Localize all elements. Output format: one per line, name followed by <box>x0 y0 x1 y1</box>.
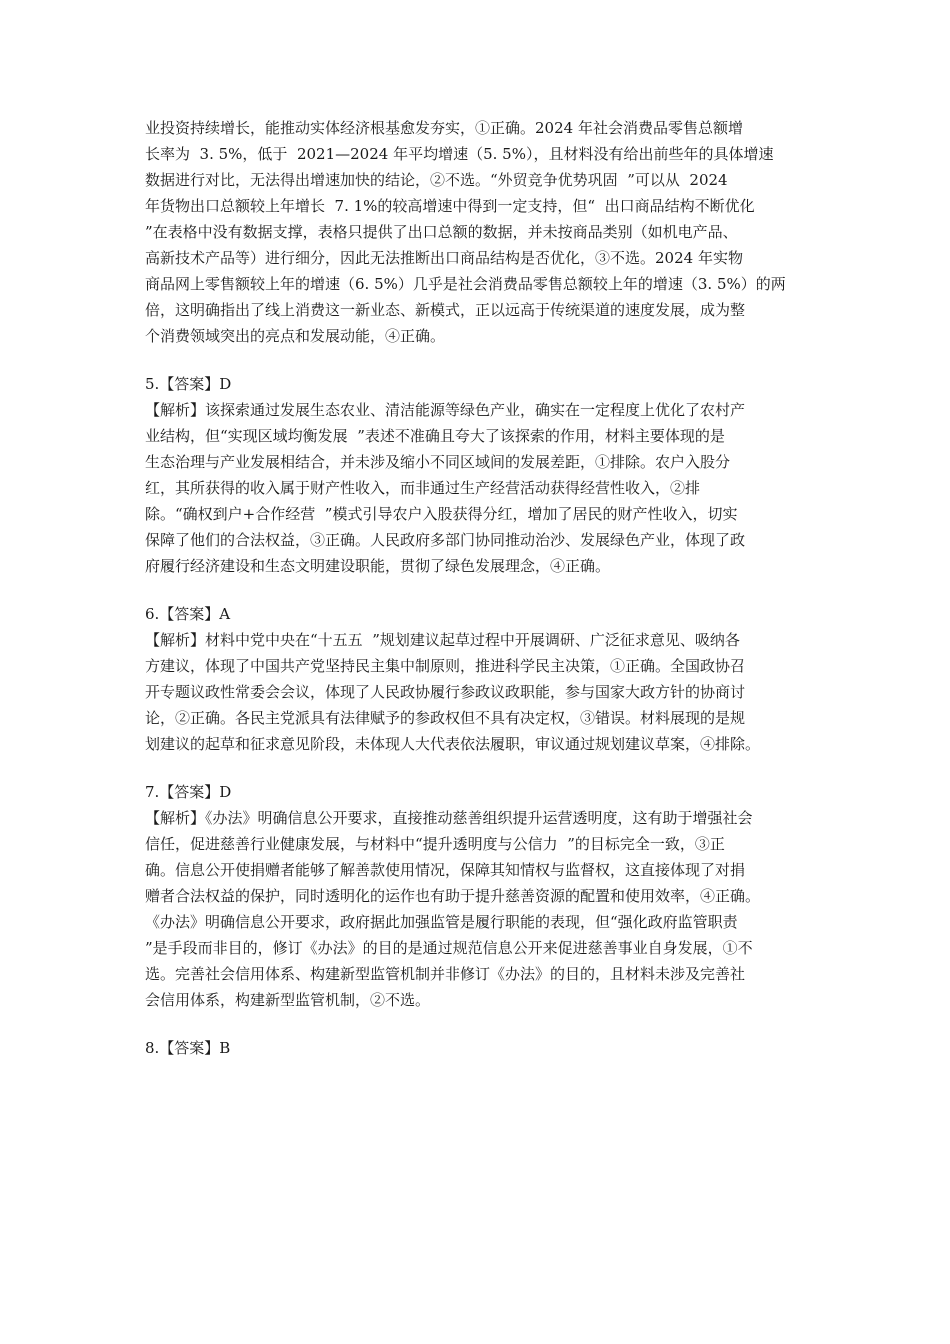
text-line: 生态治理与产业发展相结合，并未涉及缩小不同区域间的发展差距，①排除。农户入股分 <box>145 453 731 471</box>
text-line: 方建议，体现了中国共产党坚持民主集中制原则，推进科学民主决策，①正确。全国政协召 <box>145 657 746 675</box>
text-line: 开专题议政性常委会会议，体现了人民政协履行参政议政职能，参与国家大政方针的协商讨 <box>145 683 746 701</box>
text-line: 个消费领域突出的亮点和发展动能，④正确。 <box>145 327 446 345</box>
text-line: 数据进行对比，无法得出增速加快的结论，②不选。“外贸竞争优势巩固 ”可以从 2024 <box>145 171 728 189</box>
text-line: 除。“确权到户+合作经营 ”模式引导农户入股获得分红，增加了居民的财产性收入，切实 <box>145 505 738 523</box>
text-line: 《办法》明确信息公开要求，政府据此加强监管是履行职能的表现，但“强化政府监管职责 <box>145 913 738 931</box>
text-line: 划建议的起草和征求意见阶段，未体现人大代表依法履职，审议通过规划建议草案，④排除。 <box>145 735 761 753</box>
text-line: ”是手段而非目的，修订《办法》的目的是通过规范信息公开来促进慈善事业自身发展，①不 <box>145 939 753 957</box>
text-line: 【解析】材料中党中央在“十五五 ”规划建议起草过程中开展调研、广泛征求意见、吸纳各 <box>145 631 740 649</box>
text-line: 红，其所获得的收入属于财产性收入，而非通过生产经营活动获得经营性收入，②排 <box>145 479 701 497</box>
text-line: 高新技术产品等）进行细分，因此无法推断出口商品结构是否优化，③不选。2024 年实物 <box>145 249 743 267</box>
answer-heading: 6.【答案】A <box>145 605 231 623</box>
answer-heading: 5.【答案】D <box>145 375 232 393</box>
text-line: 倍，这明确指出了线上消费这一新业态、新模式，正以远高于传统渠道的速度发展，成为整 <box>145 301 746 319</box>
text-line: 保障了他们的合法权益，③正确。人民政府多部门协同推动治沙、发展绿色产业，体现了政 <box>145 531 746 549</box>
question-6 <box>145 601 835 757</box>
text-line: 会信用体系，构建新型监管机制，②不选。 <box>145 991 431 1009</box>
question-5 <box>145 371 835 579</box>
text-line: 选。完善社会信用体系、构建新型监管机制并非修订《办法》的目的，且材料未涉及完善社 <box>145 965 746 983</box>
text-line: 业结构，但“实现区域均衡发展 ”表述不准确且夸大了该探索的作用，材料主要体现的是 <box>145 427 725 445</box>
document-page <box>145 115 835 1061</box>
text-line: 赠者合法权益的保护，同时透明化的运作也有助于提升慈善资源的配置和使用效率，④正确。 <box>145 887 761 905</box>
answer-heading: 8.【答案】B <box>145 1039 231 1057</box>
question-8 <box>145 1035 835 1061</box>
text-line: ”在表格中没有数据支撑，表格只提供了出口总额的数据，并未按商品类别（如机电产品、 <box>145 223 738 241</box>
text-line: 论，②正确。各民主党派具有法律赋予的参政权但不具有决定权，③错误。材料展现的是规 <box>145 709 746 727</box>
text-line: 【解析】《办法》明确信息公开要求，直接推动慈善组织提升运营透明度，这有助于增强社会 <box>145 809 753 827</box>
text-line: 商品网上零售额较上年的增速（6. 5%）几乎是社会消费品零售总额较上年的增速（3. 5%）的两 <box>145 275 786 293</box>
text-line: 年货物出口总额较上年增长 7. 1%的较高增速中得到一定支持，但“ 出口商品结构不断优化 <box>145 197 755 215</box>
question-7 <box>145 779 835 1013</box>
text-line: 【解析】该探索通过发展生态农业、清洁能源等绿色产业，确实在一定程度上优化了农村产 <box>145 401 746 419</box>
text-line: 信任，促进慈善行业健康发展，与材料中“提升透明度与公信力 ”的目标完全一致，③正 <box>145 835 725 853</box>
text-line: 府履行经济建设和生态文明建设职能，贯彻了绿色发展理念，④正确。 <box>145 557 611 575</box>
text-line: 业投资持续增长，能推动实体经济根基愈发夯实，①正确。2024 年社会消费品零售总额增 <box>145 119 743 137</box>
text-line: 长率为 3. 5%，低于 2021—2024 年平均增速（5. 5%），且材料没有给出前些年的具体增速 <box>145 145 774 163</box>
text-line: 确。信息公开使捐赠者能够了解善款使用情况，保障其知情权与监督权，这直接体现了对捐 <box>145 861 746 879</box>
answer-heading: 7.【答案】D <box>145 783 232 801</box>
intro-paragraph <box>145 115 835 349</box>
